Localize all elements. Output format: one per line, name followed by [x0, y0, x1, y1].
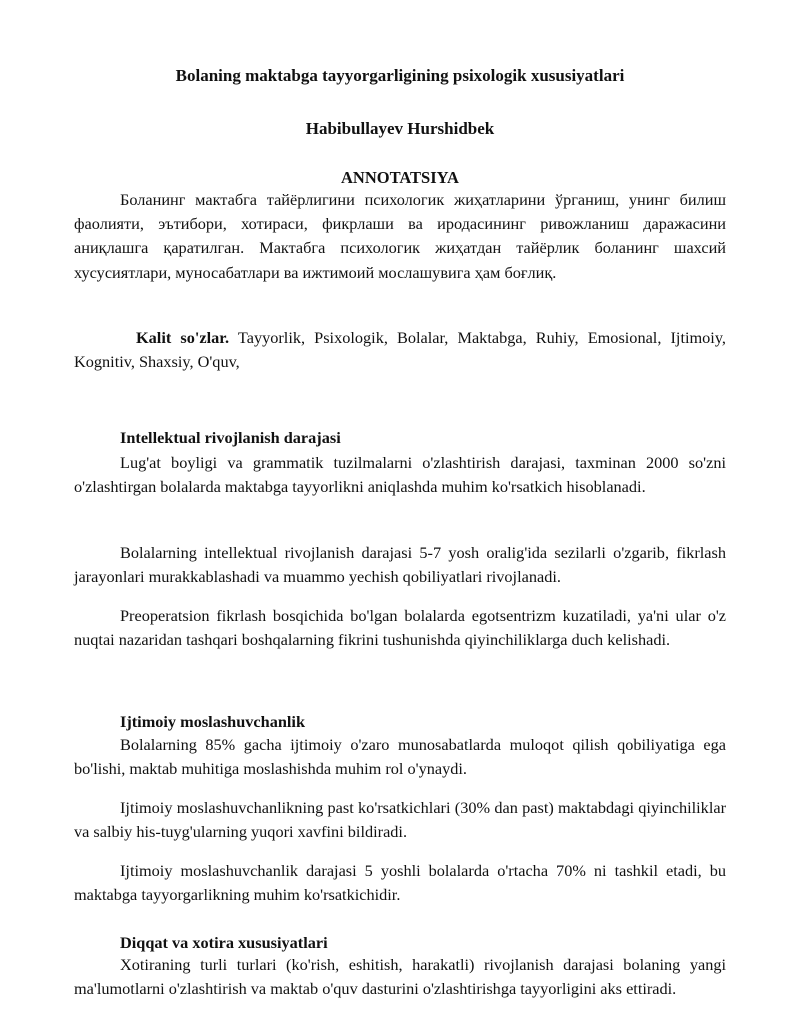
section-paragraph	[74, 733, 726, 781]
section-paragraph	[74, 604, 726, 652]
section-paragraph	[74, 953, 726, 1001]
paragraph-text: Ijtimoiy moslashuvchanlikning past ko'rsatkichlari (30% dan past) maktabdagi qiyinchiliklar va salbiy his-tuyg'ularning yuqori xavfini bildiradi.	[74, 798, 726, 842]
paragraph-text: Lug'at boyligi va grammatik tuzilmalarni o'zlashtirish darajasi, taxminan 2000 so'zni o'zlashtirgan bolalarda maktabga tayyorlikni aniqlashda muhim ko'rsatkich hisoblanadi.	[74, 453, 726, 497]
paragraph-text: Ijtimoiy moslashuvchanlik darajasi 5 yoshli bolalarda o'rtacha 70% ni tashkil etadi, bu maktabga tayyorgarlikning muhim ko'rsatkichidir.	[74, 861, 726, 905]
annotation-heading: ANNOTATSIYA	[341, 168, 459, 187]
annotation-paragraph	[74, 188, 726, 285]
document-title: Bolaning maktabga tayyorgarligining psixologik xususiyatlari	[175, 66, 625, 85]
author-name: Habibullayev Hurshidbek	[305, 119, 495, 138]
section-heading-attention-memory: Diqqat va xotira xususiyatlari	[120, 933, 328, 952]
section-paragraph	[74, 796, 726, 844]
keywords-label: Kalit so'zlar.	[136, 328, 230, 347]
section-paragraph	[74, 451, 726, 499]
paragraph-text: Bolalarning 85% gacha ijtimoiy o'zaro munosabatlarda muloqot qilish qobiliyatiga ega bo'lishi, maktab muhitiga moslashishda muhim rol o'ynaydi.	[74, 735, 726, 779]
section-paragraph	[74, 541, 726, 589]
section-paragraph	[74, 859, 726, 907]
paragraph-text: Preoperatsion fikrlash bosqichida bo'lgan bolalarda egotsentrizm kuzatiladi, ya'ni ular o'z nuqtai nazaridan tashqari boshqalarning fikrini tushunishda qiyinchiliklarga duch kelishadi.	[74, 606, 726, 650]
section-heading-social: Ijtimoiy moslashuvchanlik	[120, 712, 306, 731]
paragraph-text: Bolalarning intellektual rivojlanish darajasi 5-7 yosh oralig'ida sezilarli o'zgarib, fikrlash jarayonlari murakkablashadi va muammo yechish qobiliyatlari rivojlanadi.	[74, 543, 726, 587]
section-heading-intellectual: Intellektual rivojlanish darajasi	[120, 428, 341, 447]
paragraph-text: Xotiraning turli turlari (ko'rish, eshitish, harakatli) rivojlanish darajasi bolaning yangi ma'lumotlarni o'zlashtirish va maktab o'quv dasturini o'zlashtirishga tayyorligini aks ettiradi.	[74, 955, 726, 999]
keywords-text: Tayyorlik, Psixologik, Bolalar, Maktabga, Ruhiy, Emosional, Ijtimoiy, Kognitiv, Shaxsiy, O'quv,	[74, 328, 726, 372]
keywords-paragraph	[74, 326, 726, 374]
annotation-text: Боланинг мактабга тайёрлигини психологик жиҳатларини ўрганиш, унинг билиш фаолияти, эътибори, хотираси, фикрлаши ва иродасининг ривожланиш даражасини аниқлашга қаратилган. Мактабга психологик жиҳатдан тайёрлик боланинг шахсий хусусиятлари, муносабатлари ва ижтимоий мослашувига ҳам боғлиқ.	[74, 190, 726, 282]
